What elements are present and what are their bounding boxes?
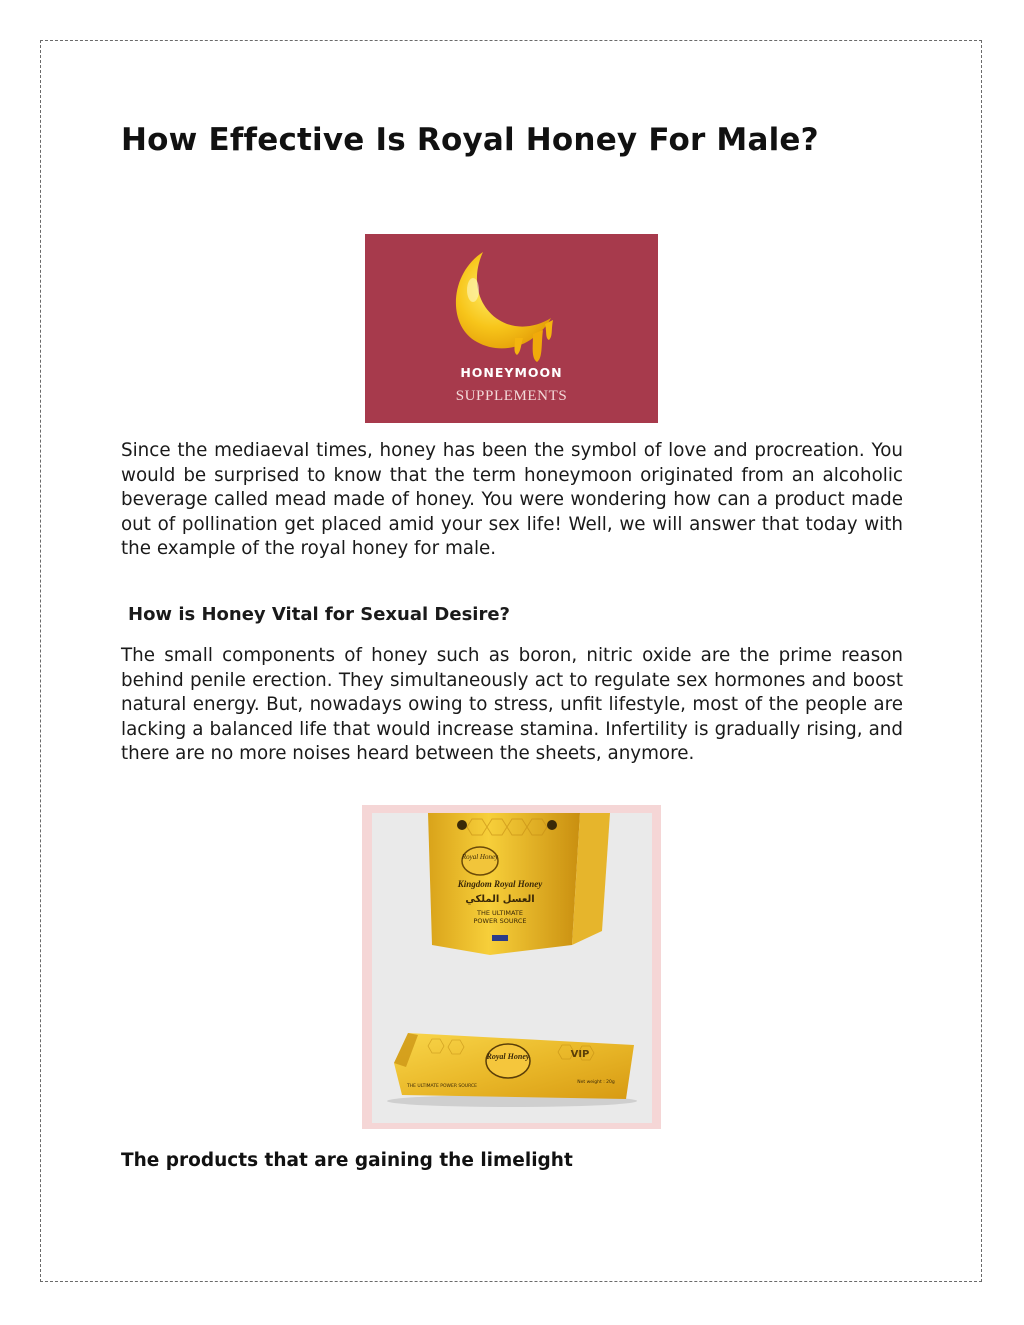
sachet-vip-badge: VIP	[570, 1049, 590, 1060]
box-arabic-text: العسل الملكي	[465, 894, 535, 905]
box-tagline-line-1: THE ULTIMATE	[476, 909, 524, 917]
page-title: How Effective Is Royal Honey For Male?	[121, 122, 819, 158]
sachet-brand-text: Royal Honey	[486, 1052, 530, 1061]
sachet-tagline: THE ULTIMATE POWER SOURCE	[407, 1084, 477, 1089]
subheading: How is Honey Vital for Sexual Desire?	[128, 604, 510, 625]
box-emblem-text: Royal Honey	[461, 853, 499, 861]
honeymoon-logo	[365, 234, 658, 423]
logo-brand-text: HONEYMOON	[460, 365, 563, 380]
royal-honey-product-illustration	[362, 805, 661, 1129]
body-paragraph: The small components of honey such as boron, nitric oxide are the prime reason behind penile erection. They simultaneously act to regulate sex hormones and boost natural energy. But, nowadays owing to stress, unfit lifestyle, most of the people are lacking a balanced life that would increase stamina. Infertility is gradually rising, and there are no more noises heard between the sheets, anymore.	[121, 645, 903, 764]
logo-subtitle-text: SUPPLEMENTS	[455, 388, 568, 404]
sachet-weight: Net weight : 20g	[577, 1080, 615, 1085]
royal-honey-product-photo	[362, 805, 661, 1129]
box-title-text: Kingdom Royal Honey	[457, 879, 543, 889]
box-tagline-line-2: POWER SOURCE	[473, 917, 527, 925]
intro-paragraph: Since the mediaeval times, honey has been the symbol of love and procreation. You would be surprised to know that the term honeymoon originated from an alcoholic beverage called mead made of honey. You were wondering how can a product made out of pollination get placed amid your sex life! Well, we will answer that today with the example of the royal honey for male.	[121, 440, 903, 559]
section-heading: The products that are gaining the limelight	[121, 1150, 573, 1171]
